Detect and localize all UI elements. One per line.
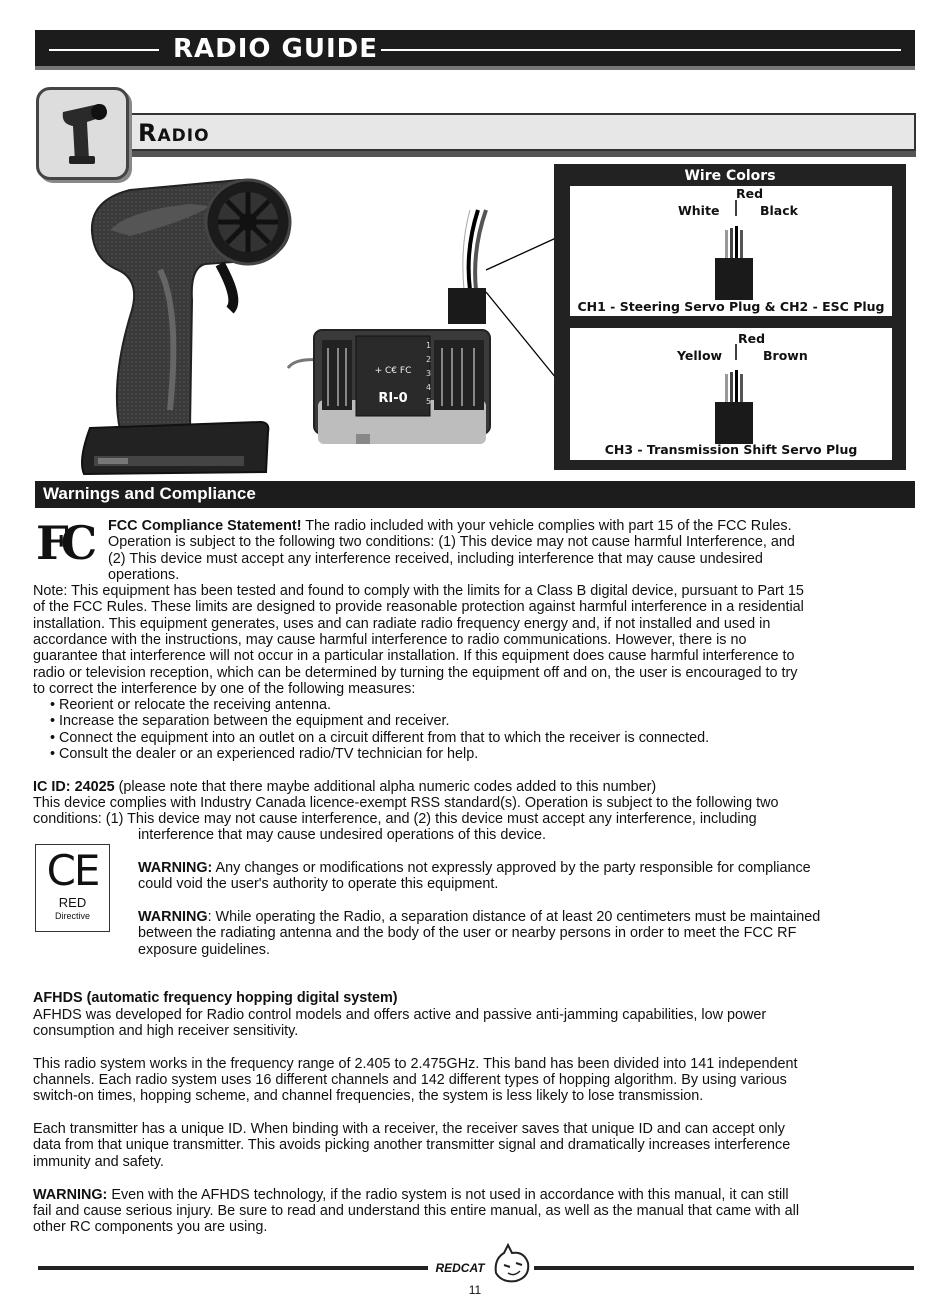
footer-rule-left xyxy=(38,1266,428,1270)
redcat-brand-logo: REDCAT xyxy=(435,1261,485,1275)
radio-section-title: Radio xyxy=(138,119,210,147)
note-line: radio or television reception, which can be determined by turning the equipment off and on, the user is encouraged to try xyxy=(33,665,798,681)
wire-label-brown: Brown xyxy=(763,348,808,363)
fcc-statement-line-3: (2) This device must accept any interference received, including interference that may cause undesired xyxy=(108,551,763,567)
transmitter-illustration xyxy=(70,160,310,478)
wire-colors-panel xyxy=(554,164,906,470)
warning-2-line-2: between the radiating antenna and the body of the user or nearby persons in order to meet the FCC RF xyxy=(138,925,797,941)
channel-label-5: 5 xyxy=(426,397,432,406)
ic-body-line: interference that may cause undesired operations of this device. xyxy=(138,827,546,843)
page-title: RADIO GUIDE xyxy=(173,34,379,64)
fcc-logo-icon: FC xyxy=(36,516,90,570)
channel-label-4: 4 xyxy=(426,383,432,392)
afhds-p3-line: data from that unique transmitter. This avoids picking another transmitter signal and dramatically increases interference xyxy=(33,1137,791,1153)
warning-1-text: Any changes or modifications not expressly approved by the party responsible for compliance xyxy=(212,860,811,876)
fcc-statement-line-2: Operation is subject to the following two conditions: (1) This device may not cause harmful Interference, and xyxy=(108,534,795,550)
radio-section-header xyxy=(128,113,916,151)
plug-ch3-caption: CH3 - Transmission Shift Servo Plug xyxy=(604,442,858,457)
afhds-warning-line-2: fail and cause serious injury. Be sure to read and understand this entire manual, as well as the manual that came with all xyxy=(33,1203,800,1219)
wire-label-yellow: Yellow xyxy=(677,348,723,363)
measure-item: • Connect the equipment into an outlet on a circuit different from that to which the receiver is connected. xyxy=(50,730,710,746)
afhds-warning-text: Even with the AFHDS technology, if the radio system is not used in accordance with this manual, it can still xyxy=(107,1187,789,1203)
wire-label-white: White xyxy=(678,203,720,218)
afhds-heading: AFHDS (automatic frequency hopping digital system) xyxy=(33,990,398,1006)
note-line: installation. This equipment generates, uses and can radiate radio frequency energy and, if not installed and used in xyxy=(33,616,771,632)
measure-item: • Consult the dealer or an experienced radio/TV technician for help. xyxy=(50,746,479,762)
ce-mark-icon: CE xyxy=(46,846,99,895)
page-number: 11 xyxy=(468,1283,482,1297)
ic-body-line: conditions: (1) This device may not cause interference, and (2) this device must accept any interference, including xyxy=(33,811,757,827)
measure-item: • Reorient or relocate the receiving antenna. xyxy=(50,697,332,713)
afhds-p2-line: This radio system works in the frequency range of 2.405 to 2.475GHz. This band has been divided into 141 independent xyxy=(33,1056,798,1072)
plug-ch1-icon xyxy=(700,200,760,300)
plug-ch1-ch2-diagram xyxy=(570,186,892,316)
note-line: guarantee that interference will not occur in a particular installation. If this equipment does cause harmful interference to xyxy=(33,648,795,664)
afhds-warning-line-3: other RC components you are using. xyxy=(33,1219,268,1235)
ce-directive-label: Directive xyxy=(54,911,90,921)
fcc-heading: FCC Compliance Statement! xyxy=(108,518,302,534)
ic-line xyxy=(33,779,656,795)
note-line: Note: This equipment has been tested and found to comply with the limits for a Class B digital device, pursuant to Part 15 xyxy=(33,583,804,599)
ic-id-label: IC ID: 24025 xyxy=(33,779,115,795)
footer-rule-right xyxy=(534,1266,914,1270)
plug-ch3-diagram xyxy=(570,328,892,460)
receiver-model: RI-0 xyxy=(378,391,408,406)
fcc-statement-line-1 xyxy=(108,518,792,534)
warning-1-line-1 xyxy=(138,860,811,876)
warnings-section-title: Warnings and Compliance xyxy=(43,484,256,503)
afhds-p1-line: AFHDS was developed for Radio control models and offers active and passive anti-jamming capabilities, low power xyxy=(33,1007,767,1023)
channel-label-3: 3 xyxy=(426,369,432,378)
header-rule-right xyxy=(381,49,901,51)
ce-red-directive-logo xyxy=(35,844,110,932)
receiver-marks: + C€ FC xyxy=(374,366,412,376)
channel-label-1: 1 xyxy=(426,341,432,350)
ic-note: (please note that there maybe additional alpha numeric codes added to this number) xyxy=(114,779,657,795)
page-header-banner xyxy=(35,30,915,70)
warnings-section-header xyxy=(35,481,915,508)
afhds-warning-line-1 xyxy=(33,1187,789,1203)
warning-1-label: WARNING: xyxy=(138,860,213,876)
warning-2-text: : While operating the Radio, a separation distance of at least 20 centimeters must be maintained xyxy=(207,909,821,925)
measure-item: • Increase the separation between the equipment and receiver. xyxy=(50,713,450,729)
wire-label-red-2: Red xyxy=(738,331,766,346)
note-line: to correct the interference by one of the following measures: xyxy=(33,681,416,697)
plug-ch1-caption: CH1 - Steering Servo Plug & CH2 - ESC Plug xyxy=(577,299,885,314)
ce-red-label: RED xyxy=(58,895,87,910)
channel-label-2: 2 xyxy=(426,355,432,364)
radio-section-underline xyxy=(128,151,916,157)
receiver-illustration xyxy=(280,190,560,460)
wire-colors-title: Wire Colors xyxy=(684,168,776,184)
afhds-p2-line: channels. Each radio system uses 16 different channels and 142 different types of hopping algorithm. By using various xyxy=(33,1072,787,1088)
plug-ch3-icon xyxy=(700,344,760,444)
ic-body-line: This device complies with Industry Canada licence-exempt RSS standard(s). Operation is subject to the following two xyxy=(33,795,779,811)
warning-1-line-2: could void the user's authority to operate this equipment. xyxy=(138,876,499,892)
wire-label-black: Black xyxy=(760,203,798,218)
redcat-cat-head-icon xyxy=(490,1243,532,1285)
warning-2-label: WARNING xyxy=(138,909,208,925)
note-line: of the FCC Rules. These limits are designed to provide reasonable protection against harmful interference in a residential xyxy=(33,599,804,615)
afhds-p2-line: switch-on times, hopping scheme, and channel frequencies, the system is less likely to lose transmission. xyxy=(33,1088,704,1104)
warning-2-line-1 xyxy=(138,909,820,925)
afhds-p3-line: Each transmitter has a unique ID. When binding with a receiver, the receiver saves that unique ID and can accept only xyxy=(33,1121,785,1137)
wire-label-red: Red xyxy=(736,186,764,201)
warning-2-line-3: exposure guidelines. xyxy=(138,942,271,958)
header-rule-left xyxy=(49,49,159,51)
note-line: accordance with the instructions, may cause harmful interference to radio communications. However, there is no xyxy=(33,632,747,648)
fcc-line-1-text: The radio included with your vehicle complies with part 15 of the FCC Rules. xyxy=(301,518,792,534)
afhds-p3-line: immunity and safety. xyxy=(33,1154,164,1170)
afhds-warning-label: WARNING: xyxy=(33,1187,108,1203)
fcc-statement-line-4: operations. xyxy=(108,567,180,583)
afhds-p1-line: consumption and high receiver sensitivity. xyxy=(33,1023,299,1039)
